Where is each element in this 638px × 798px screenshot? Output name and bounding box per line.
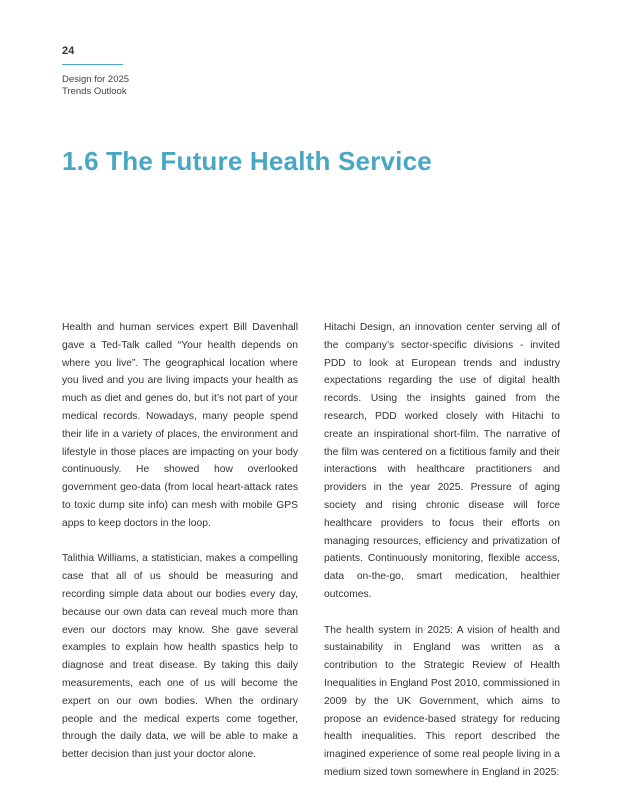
right-column [324,319,560,782]
body-paragraph: The health system in 2025: A vision of health and sustainability in England was written as a contribution to the Strategic Review of Health Inequalities in England Post 2010, commissioned in 2009 by the UK Government, which aims to propose an evidence-based strategy for reducing health inequalities. This report described the imagined experience of some real people living in a medium sized town somewhere in England in 2025: [324,624,560,778]
body-paragraph: Talithia Williams, a statistician, makes a compelling case that all of us should be measuring and recording simple data about our bodies every day, because our own data can reveal much more than even our doctors may know. She gave several examples to explain how health spastics help to diagnose and treat disease. By taking this daily measurements, each one of us will become the expert on our own bodies. When the ordinary people and the medical experts come together, through the daily data, we will be able to make a better decision than just your doctor alone. [62,553,298,761]
running-head-line: Trends Outlook [62,86,127,97]
left-column [62,319,298,764]
running-head [62,74,129,98]
accent-rule [62,64,123,65]
running-head-line: Design for 2025 [62,74,130,85]
section-title: 1.6 The Future Health Service [62,146,432,176]
body-paragraph: Hitachi Design, an innovation center serving all of the company’s sector-specific divisions - invited PDD to look at European trends and industry expectations regarding the use of digital health records. Using the insights gained from the research, PDD worked closely with Hitachi to create an inspirational short-film. The narrative of the film was centered on a fictitious family and their interactions with healthcare practitioners and providers in the year 2025. Pressure of aging society and rising chronic disease will force healthcare providers to focus their efforts on managing resources, efficiency and privatization of patients. Continuously monitoring, flexible access, data on-the-go, smart medication, healthier outcomes. [324,322,560,600]
body-paragraph: Health and human services expert Bill Davenhall gave a Ted-Talk called “Your health depends on where you live”. The geographical location where you lived and you are living impacts your health as much as diet and genes do, but it’s not part of your medical records. Nowadays, many people spend their life in a variety of places, the environment and lifestyle in those places are impacting on your body continuously. He showed how overlooked government geo-data (from local heart-attack rates to toxic dump site info) can mesh with mobile GPS apps to keep doctors in the loop. [62,322,298,529]
page-number: 24 [62,45,75,57]
